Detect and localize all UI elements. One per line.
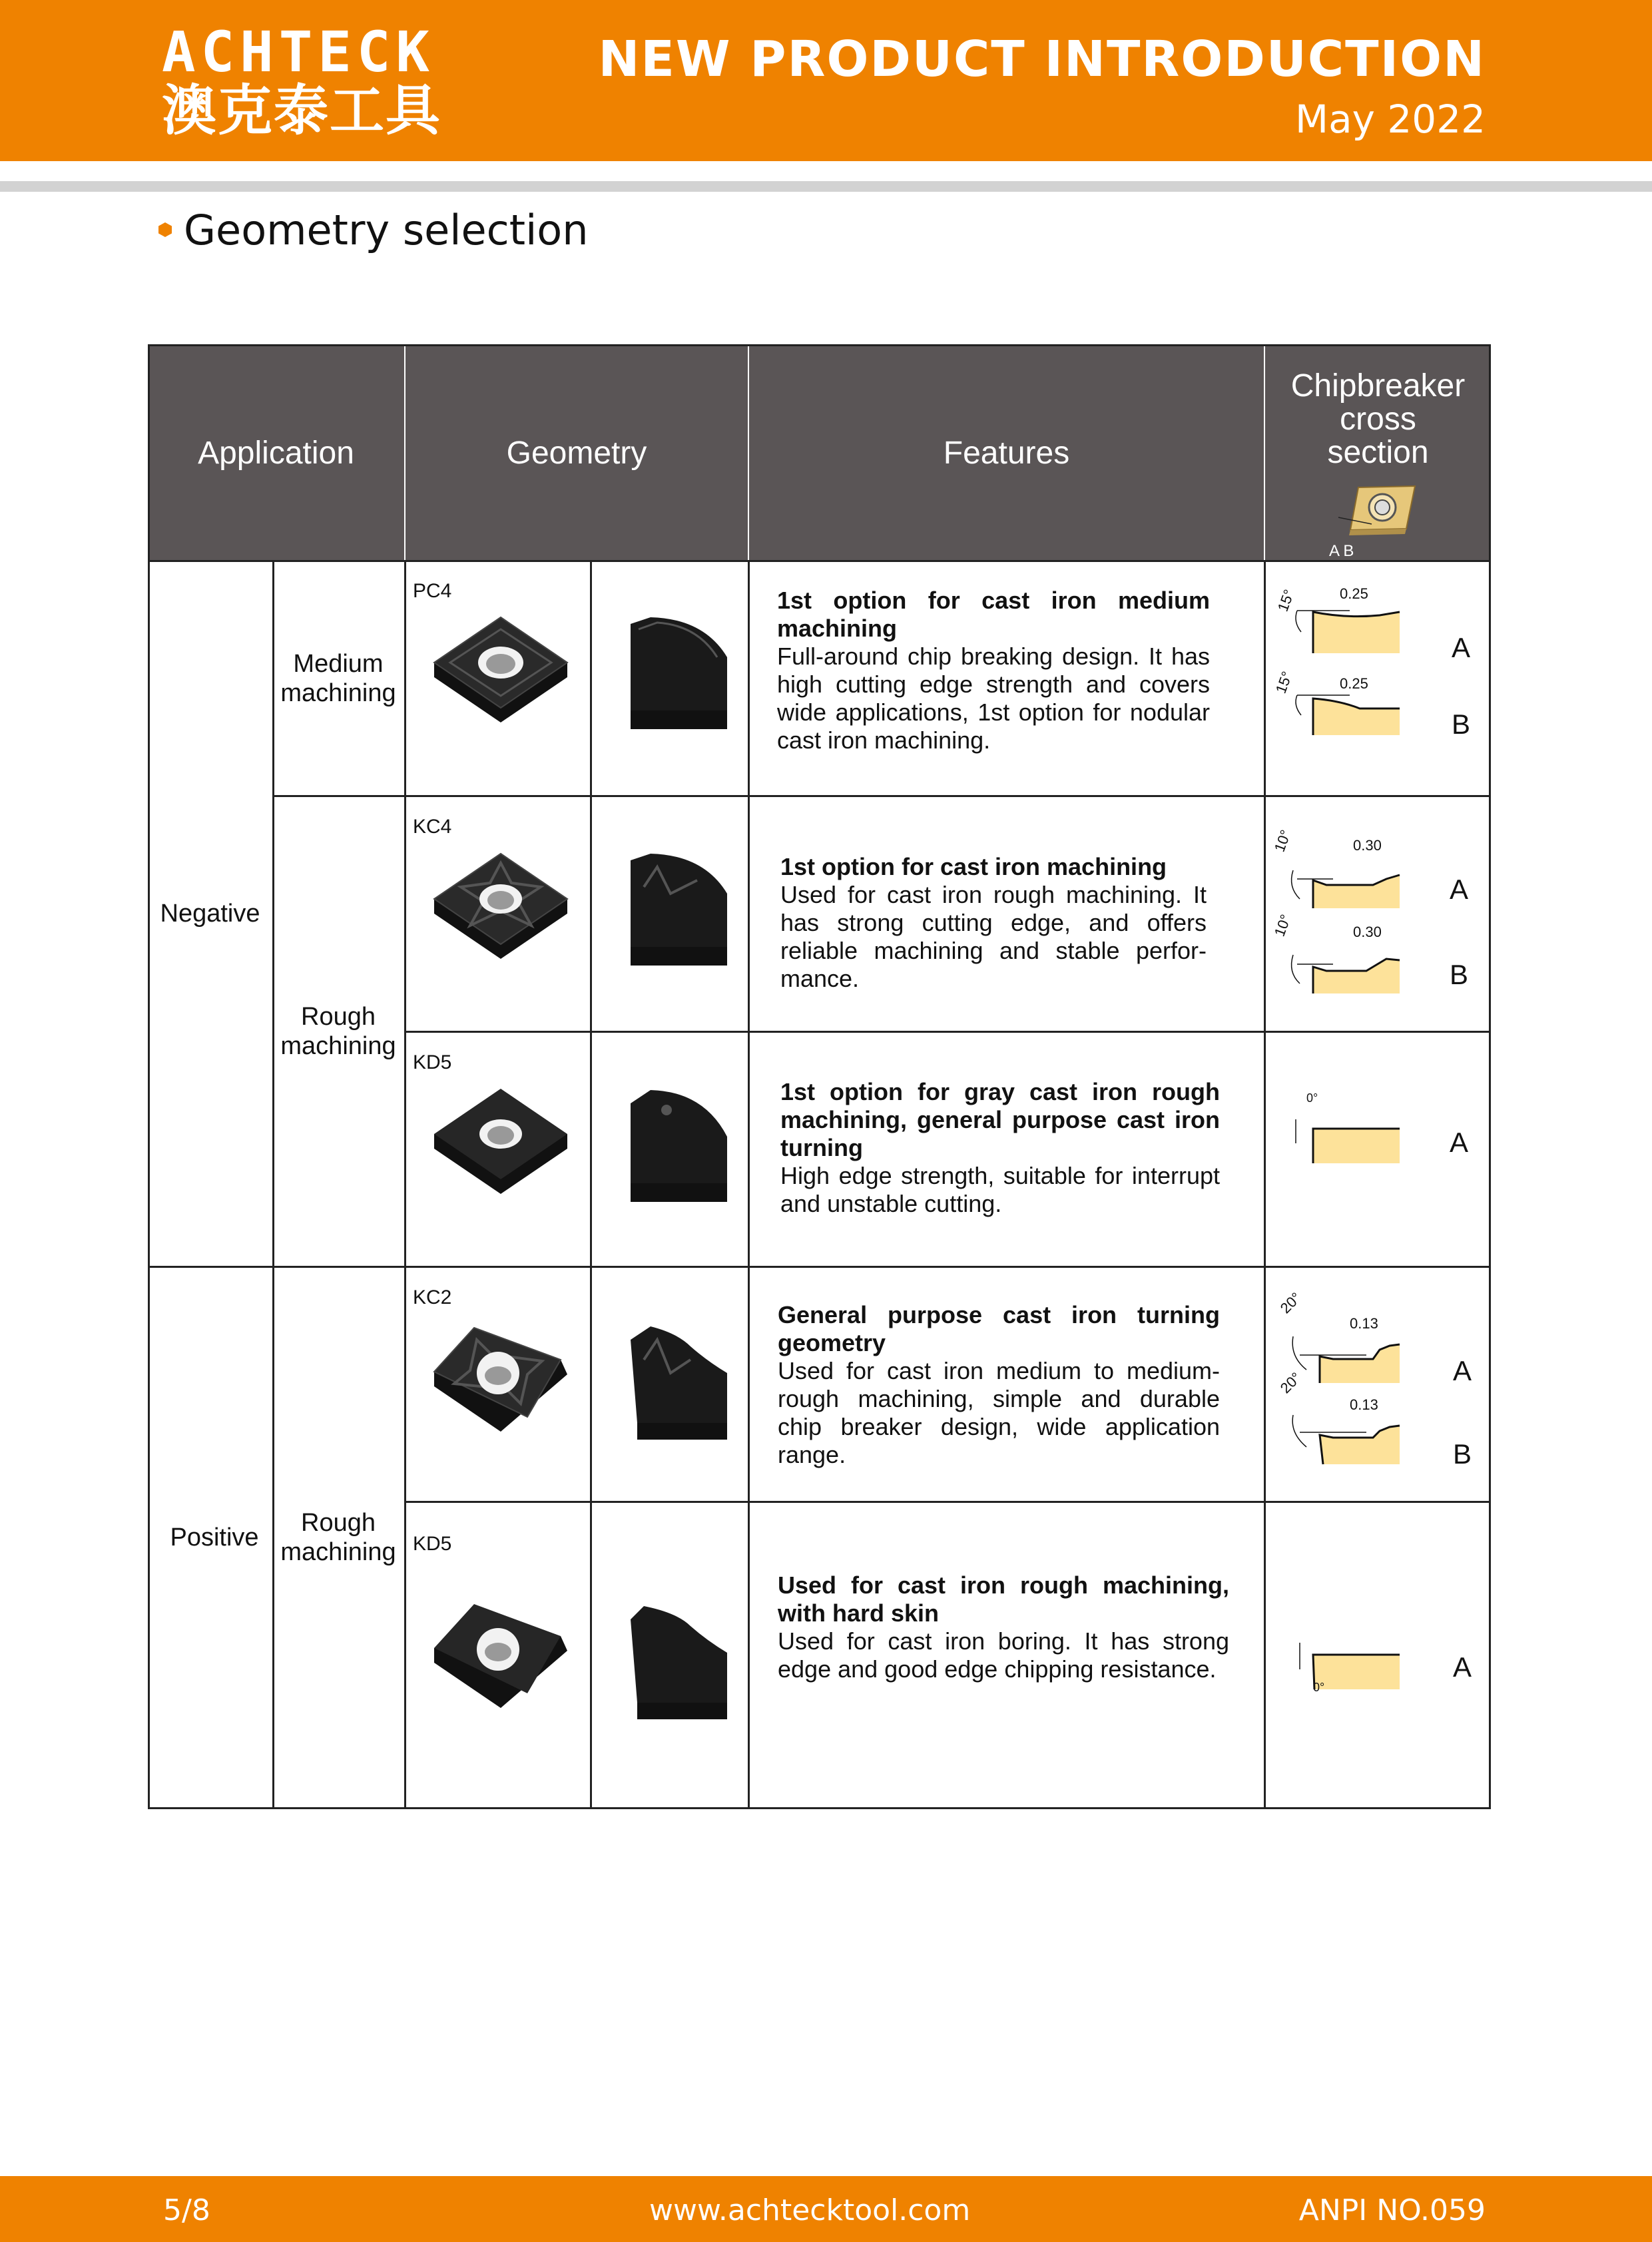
chipbreaker-profile-kd5-positive	[1280, 1623, 1406, 1716]
feature-text: High edge strength, suitable for interrupt and unstable cutting.	[780, 1162, 1220, 1217]
grid-line	[748, 561, 750, 1809]
geometry-code: KC2	[413, 1286, 452, 1308]
grid-line	[590, 561, 592, 1809]
grid-line	[1489, 344, 1491, 1809]
subgroup-label-line: machining	[280, 1538, 396, 1566]
angle-label: 10°	[1270, 827, 1294, 854]
angle-label: 15°	[1272, 669, 1296, 696]
geometry-code: PC4	[413, 580, 452, 602]
grid-line	[404, 1031, 1491, 1033]
insert-pc4-icon	[427, 611, 574, 737]
subgroup-label-line: machining	[280, 679, 396, 707]
section-label: B	[1453, 1438, 1472, 1470]
grid-line	[148, 1807, 1491, 1809]
chipbreaker-profile-kc4	[1270, 814, 1406, 1013]
hexagon-bullet-icon	[158, 222, 172, 237]
angle-label: 20°	[1276, 1369, 1304, 1397]
footer-bar	[0, 2176, 1652, 2242]
dimension-label: 0.25	[1340, 585, 1368, 602]
header-chipbreaker	[1265, 344, 1491, 561]
geometry-code: KC4	[413, 816, 452, 838]
website-url: www.achtecktool.com	[649, 2193, 971, 2227]
section-label: A	[1450, 874, 1469, 905]
section-title: Geometry selection	[184, 205, 589, 254]
dimension-label: 0.30	[1353, 837, 1382, 854]
header-features: Features	[749, 344, 1265, 561]
group-negative: Negative	[160, 900, 260, 928]
header-chipbreaker-line: Chipbreaker	[1290, 368, 1466, 404]
feature-title: 1st option for gray cast iron rough machining, general purpose cast iron turning	[780, 1078, 1220, 1161]
section-label: A	[1452, 632, 1471, 663]
insert-pc4-side-icon	[624, 611, 737, 737]
grid-line	[1264, 561, 1266, 1809]
feature-text: Full-around chip breaking design. It has high cutting edge strength and covers wide applications, 1st option for nodular cast iron machining.	[777, 643, 1210, 754]
grid-line	[404, 561, 406, 1809]
insert-kd5-positive-icon	[427, 1596, 574, 1723]
insert-kc2-side-icon	[624, 1320, 737, 1446]
insert-kc2-icon	[427, 1320, 574, 1446]
subgroup-label-line: Medium	[293, 649, 384, 678]
section-heading	[158, 200, 589, 260]
section-label: A	[1450, 1127, 1469, 1158]
subgroup-label-line: machining	[280, 1031, 396, 1060]
subgroup-label-line: Rough	[301, 1508, 376, 1537]
feature-title: 1st option for cast iron medium machining	[777, 587, 1210, 642]
insert-kc4-icon	[427, 847, 574, 974]
section-label: A	[1453, 1355, 1472, 1386]
subgroup-label-line: Rough	[301, 1002, 376, 1031]
subgroup-rough-negative	[272, 796, 404, 1266]
geometry-table	[148, 344, 1491, 1809]
dimension-label: 0.25	[1340, 675, 1368, 692]
section-label: A	[1453, 1651, 1472, 1683]
angle-label: 0°	[1306, 1091, 1318, 1105]
feature-text: Used for cast iron rough machining. It has strong cutting edge, and offers reliable machining and stable perfor-mance.	[780, 881, 1207, 992]
feature-description	[778, 1301, 1220, 1469]
header-chipbreaker-line: cross	[1340, 402, 1416, 437]
grid-line	[272, 795, 1491, 797]
insert-kd5-icon	[427, 1082, 574, 1209]
page-number: 5/8	[163, 2193, 210, 2227]
subgroup-rough-positive	[272, 1267, 404, 1807]
angle-label: 15°	[1274, 587, 1298, 614]
header-geometry: Geometry	[406, 344, 749, 561]
dimension-label: 0.13	[1350, 1315, 1378, 1332]
insert-kd5-side-icon	[624, 1083, 737, 1210]
chipbreaker-profile-kd5	[1280, 1090, 1406, 1183]
section-icon-labels: A B	[1329, 542, 1354, 560]
header-date: May 2022	[1295, 97, 1486, 142]
insert-kd5-positive-side-icon	[624, 1599, 737, 1726]
insert-section-icon	[1332, 481, 1425, 541]
angle-label: 20°	[1276, 1289, 1304, 1317]
geometry-code: KD5	[413, 1533, 452, 1555]
header-divider	[0, 181, 1652, 192]
group-positive: Positive	[170, 1523, 259, 1551]
feature-title: 1st option for cast iron machining	[780, 853, 1167, 880]
feature-description	[777, 587, 1210, 754]
feature-text: Used for cast iron boring. It has strong edge and good edge chipping resistance.	[778, 1627, 1229, 1683]
angle-label: 10°	[1270, 912, 1294, 939]
header-application: Application	[148, 344, 406, 561]
grid-line	[404, 1501, 1491, 1503]
logo-wordmark: ACHTECK	[162, 19, 435, 85]
feature-text: Used for cast iron medium to medium-rough machining, simple and durable chip breaker design, wide application range.	[778, 1357, 1220, 1468]
geometry-code: KD5	[413, 1051, 452, 1073]
section-label: B	[1452, 708, 1471, 740]
header-chipbreaker-line: section	[1327, 435, 1429, 470]
dimension-label: 0.30	[1353, 924, 1382, 940]
feature-description	[780, 853, 1207, 993]
anpi-number: ANPI NO.059	[1298, 2193, 1486, 2227]
feature-description	[778, 1571, 1229, 1683]
section-label: B	[1450, 959, 1469, 990]
grid-line	[148, 344, 1491, 346]
feature-description	[780, 1078, 1220, 1218]
feature-title: General purpose cast iron turning geometry	[778, 1301, 1220, 1356]
subgroup-medium	[272, 561, 404, 795]
insert-kc4-side-icon	[624, 847, 737, 974]
header-title: NEW PRODUCT INTRODUCTION	[598, 31, 1486, 88]
angle-label: 0°	[1313, 1681, 1325, 1694]
feature-title: Used for cast iron rough machining, with hard skin	[778, 1571, 1229, 1627]
header-banner	[0, 0, 1652, 161]
logo-chinese: 澳克泰工具	[162, 79, 442, 142]
dimension-label: 0.13	[1350, 1396, 1378, 1413]
